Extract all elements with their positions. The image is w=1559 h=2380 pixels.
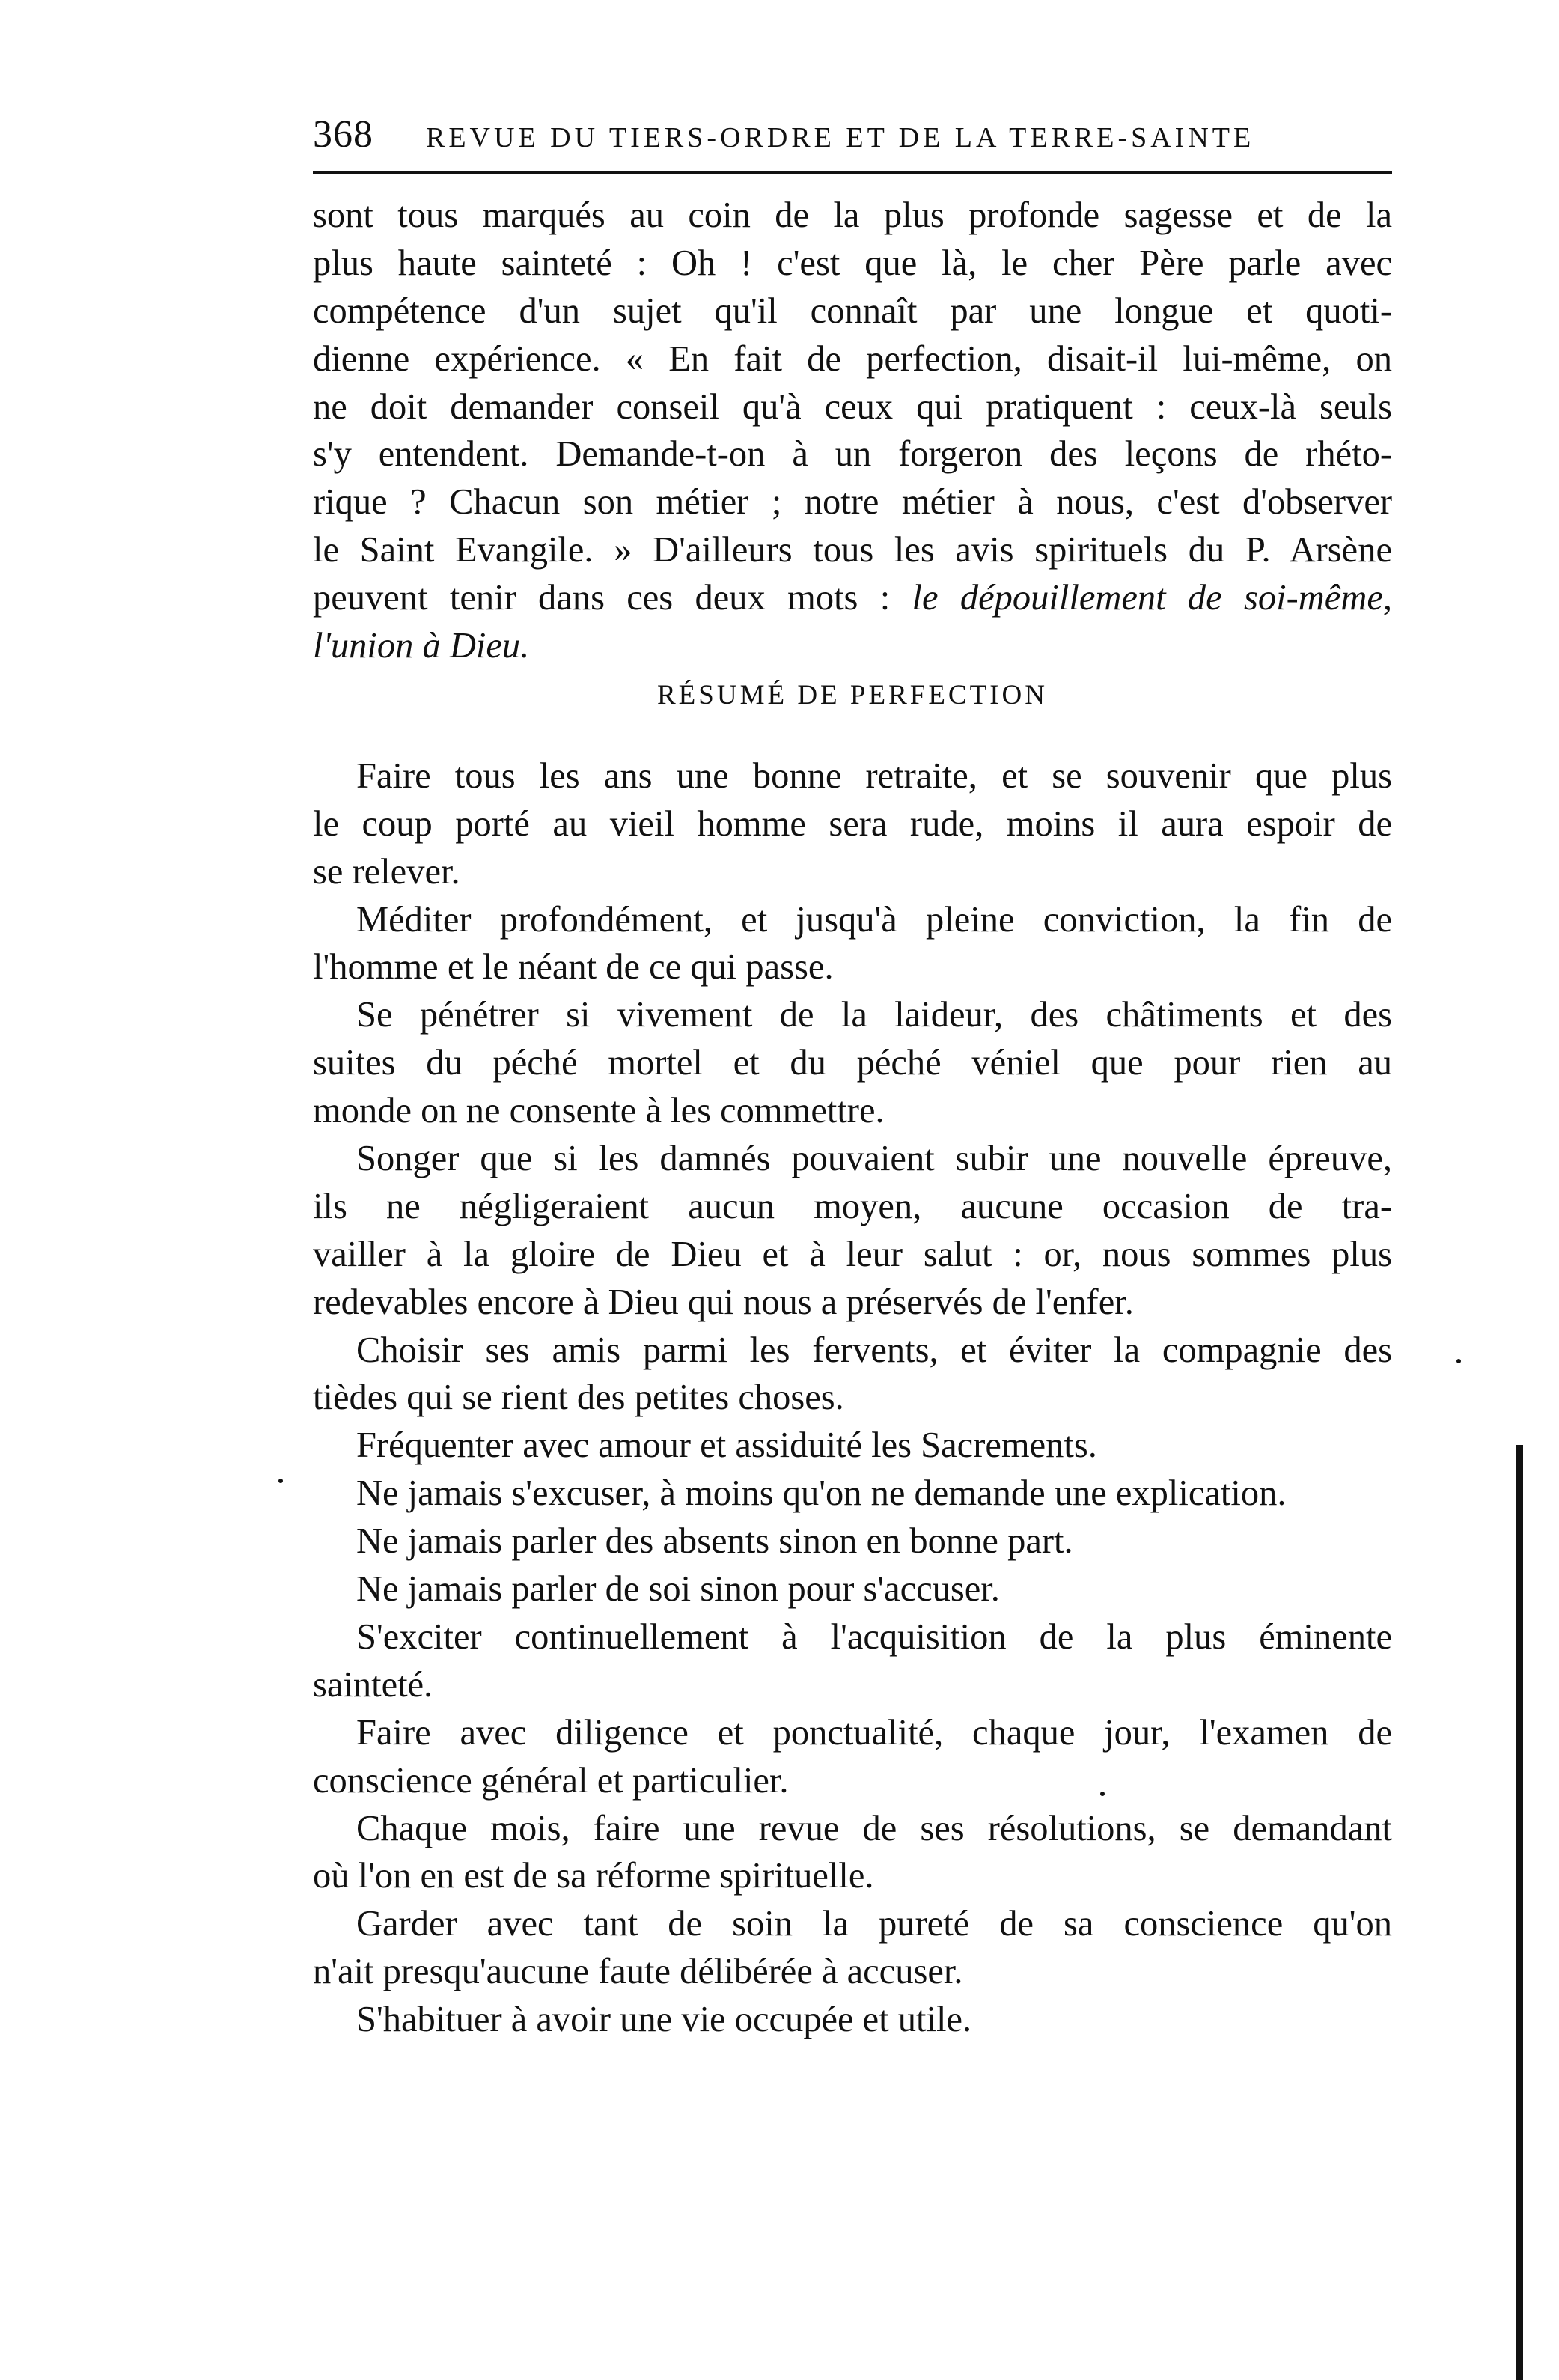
maxim-paragraph [313,991,1392,1135]
text-line: conscience général et particulier. [313,1760,789,1801]
maxim-paragraph [313,1470,1392,1518]
page-number: 368 [313,113,373,156]
text-line: Garder avec tant de soin la pureté de sa conscience qu'on [356,1904,1392,1944]
maxim-paragraph [313,1518,1392,1565]
text-line: l'homme et le néant de ce qui passe. [313,947,834,987]
text-line: Ne jamais parler des absents sinon en bonne part. [356,1521,1073,1562]
section-title: RÉSUMÉ DE PERFECTION [657,679,1048,710]
scan-speck [1100,1792,1105,1796]
maxim-paragraph [313,1709,1392,1805]
text-line: monde on ne consente à les commettre. [313,1091,885,1131]
maxim-paragraph [313,1613,1392,1709]
text-line: Se pénétrer si vivement de la laideur, des châtiments et des [356,995,1392,1035]
text-line: Chaque mois, faire une revue de ses résolutions, se demandant [356,1808,1392,1848]
italic-phrase: le dépouillement de soi-même, [912,578,1393,618]
maxim-paragraph [313,1135,1392,1327]
text-line: se relever. [313,851,460,892]
text-line: Ne jamais s'excuser, à moins qu'on ne demande une explication. [356,1473,1287,1514]
maxim-paragraph [313,752,1392,896]
maxim-paragraph [313,1565,1392,1613]
scan-edge-line [1516,1445,1523,2380]
scan-speck [278,1479,283,1483]
maxim-paragraph [313,1900,1392,1996]
header-rule [313,171,1392,174]
page-header [313,112,1392,156]
text-line: Choisir ses amis parmi les fervents, et éviter la compagnie des [356,1330,1392,1370]
text-line: Faire tous les ans une bonne retraite, et se souvenir que plus [356,755,1392,796]
text-line: Méditer profondément, et jusqu'à pleine conviction, la fin de [356,899,1392,940]
text-line: ils ne négligeraient aucun moyen, aucune occasion de tra- [313,1186,1392,1226]
text-line: sainteté. [313,1664,433,1705]
text-line: S'exciter continuellement à l'acquisition de la plus éminente [356,1616,1392,1657]
text-line: où l'on en est de sa réforme spirituelle. [313,1856,874,1896]
italic-phrase-line: l'union à Dieu. [313,626,530,666]
maxims-list [313,752,1392,2044]
text-line: redevables encore à Dieu qui nous a préservés de l'enfer. [313,1282,1134,1322]
maxim-paragraph [313,896,1392,992]
text-line: compétence d'un sujet qu'il connaît par une longue et quoti- [313,290,1392,331]
text-line: le coup porté au vieil homme sera rude, moins il aura espoir de [313,803,1392,844]
running-title: REVUE DU TIERS-ORDRE ET DE LA TERRE-SAINTE [426,122,1255,153]
text-line: n'ait presqu'aucune faute délibérée à accuser. [313,1952,963,1992]
text-line [313,574,1392,622]
intro-paragraph [313,192,1392,670]
text-line: sont tous marqués au coin de la plus profonde sagesse et de la [313,195,1392,235]
text-line: S'habituer à avoir une vie occupée et utile. [356,2000,972,2040]
page-body [313,192,1392,2044]
text-line: Songer que si les damnés pouvaient subir une nouvelle épreuve, [356,1139,1392,1179]
scan-speck [1456,1359,1461,1363]
text-line: plus haute sainteté : Oh ! c'est que là, le cher Père parle avec [313,243,1392,283]
text-line: rique ? Chacun son métier ; notre métier à nous, c'est d'observer [313,482,1392,523]
text-line: vailler à la gloire de Dieu et à leur salut : or, nous sommes plus [313,1234,1392,1274]
maxim-paragraph [313,1422,1392,1470]
text-line: suites du péché mortel et du péché véniel que pour rien au [313,1043,1392,1083]
text-line: dienne expérience. « En fait de perfection, disait-il lui-même, on [313,338,1392,379]
maxim-paragraph [313,1805,1392,1901]
text-line: Fréquenter avec amour et assiduité les Sacrements. [356,1425,1097,1466]
text-line: ne doit demander conseil qu'à ceux qui pratiquent : ceux-là seuls [313,386,1392,427]
text-line: Ne jamais parler de soi sinon pour s'accuser. [356,1569,1000,1610]
text-line: Faire avec diligence et ponctualité, chaque jour, l'examen de [356,1712,1392,1753]
maxim-paragraph [313,1327,1392,1422]
maxim-paragraph [313,1996,1392,2044]
text-line: tièdes qui se rient des petites choses. [313,1378,844,1418]
text-line: s'y entendent. Demande-t-on à un forgeron des leçons de rhéto- [313,434,1392,475]
text-line: le Saint Evangile. » D'ailleurs tous les avis spirituels du P. Arsène [313,530,1392,570]
text-line-part: peuvent tenir dans ces deux mots : [313,578,891,618]
